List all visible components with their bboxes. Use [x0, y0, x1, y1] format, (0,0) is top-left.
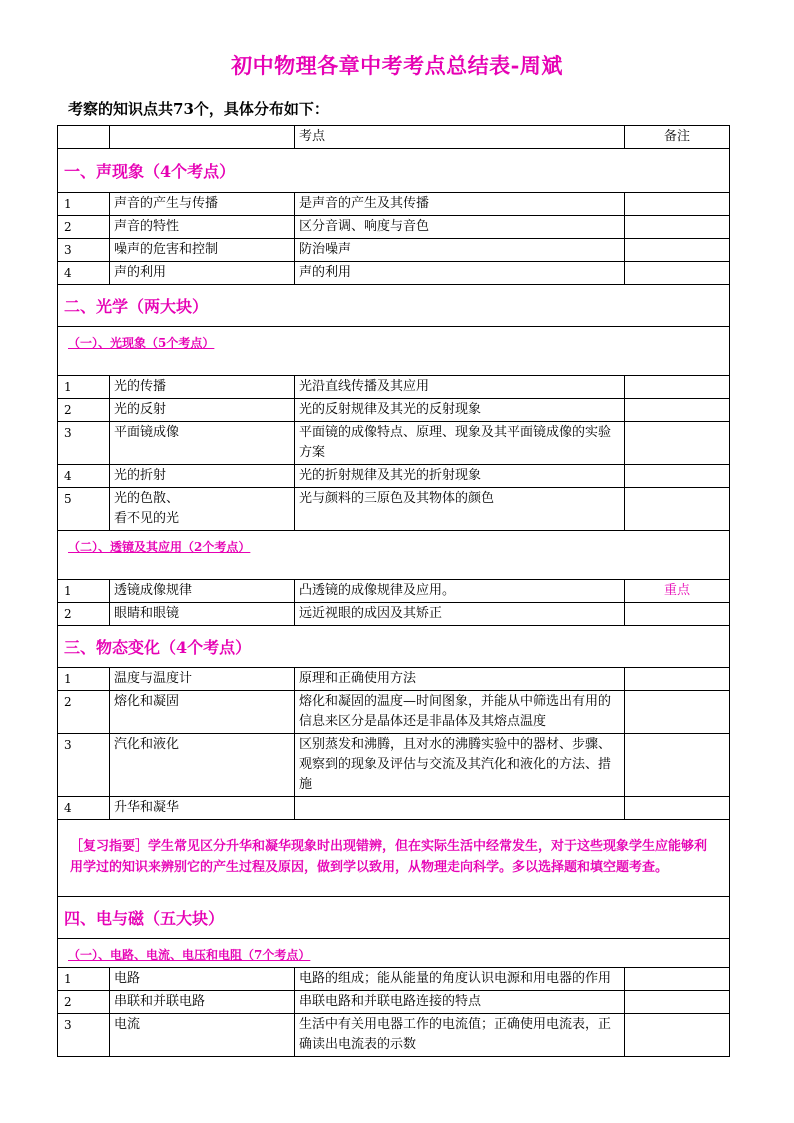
row-note: 重点 [625, 580, 730, 603]
row-topic: 光的反射 [110, 399, 295, 422]
row-note [625, 691, 730, 734]
table-row [58, 603, 730, 626]
table-row [58, 797, 730, 820]
table-row [58, 488, 730, 531]
table-row [58, 465, 730, 488]
row-num: 2 [58, 399, 110, 422]
row-topic: 温度与温度计 [110, 668, 295, 691]
row-num: 3 [58, 422, 110, 465]
row-num: 2 [58, 691, 110, 734]
row-note [625, 991, 730, 1014]
row-topic-line: 看不见的光 [114, 511, 180, 526]
subsection-heading-text: （一）、电路、电流、电压和电阻（7个考点） [68, 948, 311, 962]
row-point: 原理和正确使用方法 [295, 668, 625, 691]
row-point: 区别蒸发和沸腾，且对水的沸腾实验中的器材、步骤、观察到的现象及评估与交流及其汽化和液化的方法、措施 [295, 734, 625, 797]
row-point: 光的反射规律及其光的反射现象 [295, 399, 625, 422]
row-point: 熔化和凝固的温度—时间图象，并能从中筛选出有用的信息来区分是晶体还是非晶体及其熔点温度 [295, 691, 625, 734]
row-num: 1 [58, 376, 110, 399]
row-point: 电路的组成；能从能量的角度认识电源和用电器的作用 [295, 968, 625, 991]
subsection-heading-row [58, 939, 730, 968]
header-topic [110, 126, 295, 149]
header-num [58, 126, 110, 149]
row-note [625, 968, 730, 991]
subsection-heading [58, 531, 730, 580]
row-num: 4 [58, 797, 110, 820]
table-row [58, 668, 730, 691]
row-num: 2 [58, 216, 110, 239]
row-point: 光的折射规律及其光的折射现象 [295, 465, 625, 488]
table-header-row [58, 126, 730, 149]
subsection-heading-text: （二）、透镜及其应用（2个考点） [68, 540, 251, 554]
section-heading: 四、电与磁（五大块） [58, 897, 730, 939]
row-note [625, 1014, 730, 1057]
row-topic-line: 光的色散、 [114, 491, 180, 506]
row-note [625, 376, 730, 399]
row-note [625, 734, 730, 797]
row-point: 区分音调、响度与音色 [295, 216, 625, 239]
exam-points-table [57, 125, 730, 1057]
table-row [58, 691, 730, 734]
row-topic: 升华和凝华 [110, 797, 295, 820]
row-topic: 平面镜成像 [110, 422, 295, 465]
section-heading-row [58, 149, 730, 193]
table-row [58, 422, 730, 465]
review-note-row [58, 820, 730, 897]
page-title: 初中物理各章中考考点总结表-周斌 [231, 53, 563, 78]
row-point: 光与颜料的三原色及其物体的颜色 [295, 488, 625, 531]
table-row [58, 1014, 730, 1057]
row-point: 声的利用 [295, 262, 625, 285]
row-num: 1 [58, 193, 110, 216]
subsection-heading [58, 327, 730, 376]
section-heading-row [58, 285, 730, 327]
section-heading: 三、物态变化（4个考点） [58, 626, 730, 668]
section-heading-row [58, 626, 730, 668]
row-point: 光沿直线传播及其应用 [295, 376, 625, 399]
row-point [295, 797, 625, 820]
header-point: 考点 [295, 126, 625, 149]
section-heading: 一、声现象（4个考点） [58, 149, 730, 193]
review-note: ［复习指要］学生常见区分升华和凝华现象时出现错辨，但在实际生活中经常发生，对于这些现象学生应能够利用学过的知识来辨别它的产生过程及原因，做到学以致用，从物理走向科学。多以选择题和填空题考查。 [58, 820, 730, 897]
row-num: 5 [58, 488, 110, 531]
row-topic: 眼睛和眼镜 [110, 603, 295, 626]
row-num: 2 [58, 991, 110, 1014]
row-point: 串联电路和并联电路连接的特点 [295, 991, 625, 1014]
row-note [625, 488, 730, 531]
table-row [58, 968, 730, 991]
subsection-heading-row [58, 531, 730, 580]
row-topic: 光的传播 [110, 376, 295, 399]
row-num: 4 [58, 262, 110, 285]
row-topic: 光的折射 [110, 465, 295, 488]
row-note [625, 668, 730, 691]
row-topic: 噪声的危害和控制 [110, 239, 295, 262]
row-note [625, 262, 730, 285]
row-note [625, 216, 730, 239]
table-row [58, 399, 730, 422]
table-row [58, 376, 730, 399]
row-topic: 声音的特性 [110, 216, 295, 239]
row-topic: 电路 [110, 968, 295, 991]
row-num: 1 [58, 668, 110, 691]
table-row [58, 262, 730, 285]
table-row [58, 216, 730, 239]
row-topic: 串联和并联电路 [110, 991, 295, 1014]
row-num: 3 [58, 239, 110, 262]
table-row [58, 239, 730, 262]
row-num: 1 [58, 968, 110, 991]
row-point: 防治噪声 [295, 239, 625, 262]
subsection-heading-row [58, 327, 730, 376]
row-topic: 熔化和凝固 [110, 691, 295, 734]
row-note [625, 603, 730, 626]
row-topic: 声音的产生与传播 [110, 193, 295, 216]
row-note [625, 239, 730, 262]
row-topic: 透镜成像规律 [110, 580, 295, 603]
subsection-heading-text: （一）、光现象（5个考点） [68, 336, 215, 350]
row-point: 是声音的产生及其传播 [295, 193, 625, 216]
header-note: 备注 [625, 126, 730, 149]
row-topic: 汽化和液化 [110, 734, 295, 797]
row-topic: 声的利用 [110, 262, 295, 285]
row-num: 3 [58, 734, 110, 797]
row-note [625, 797, 730, 820]
row-note [625, 465, 730, 488]
table-row [58, 193, 730, 216]
row-topic: 电流 [110, 1014, 295, 1057]
row-point: 平面镜的成像特点、原理、现象及其平面镜成像的实验方案 [295, 422, 625, 465]
row-note [625, 399, 730, 422]
table-row [58, 580, 730, 603]
table-row [58, 991, 730, 1014]
intro-text: 考察的知识点共73个，具体分布如下： [68, 100, 329, 118]
row-note [625, 193, 730, 216]
row-num: 4 [58, 465, 110, 488]
row-point: 凸透镜的成像规律及应用。 [295, 580, 625, 603]
section-heading: 二、光学（两大块） [58, 285, 730, 327]
section-heading-row [58, 897, 730, 939]
row-num: 3 [58, 1014, 110, 1057]
row-note [625, 422, 730, 465]
row-num: 1 [58, 580, 110, 603]
row-topic [110, 488, 295, 531]
subsection-heading [58, 939, 730, 968]
row-num: 2 [58, 603, 110, 626]
table-row [58, 734, 730, 797]
row-point: 远近视眼的成因及其矫正 [295, 603, 625, 626]
row-point: 生活中有关用电器工作的电流值；正确使用电流表，正确读出电流表的示数 [295, 1014, 625, 1057]
